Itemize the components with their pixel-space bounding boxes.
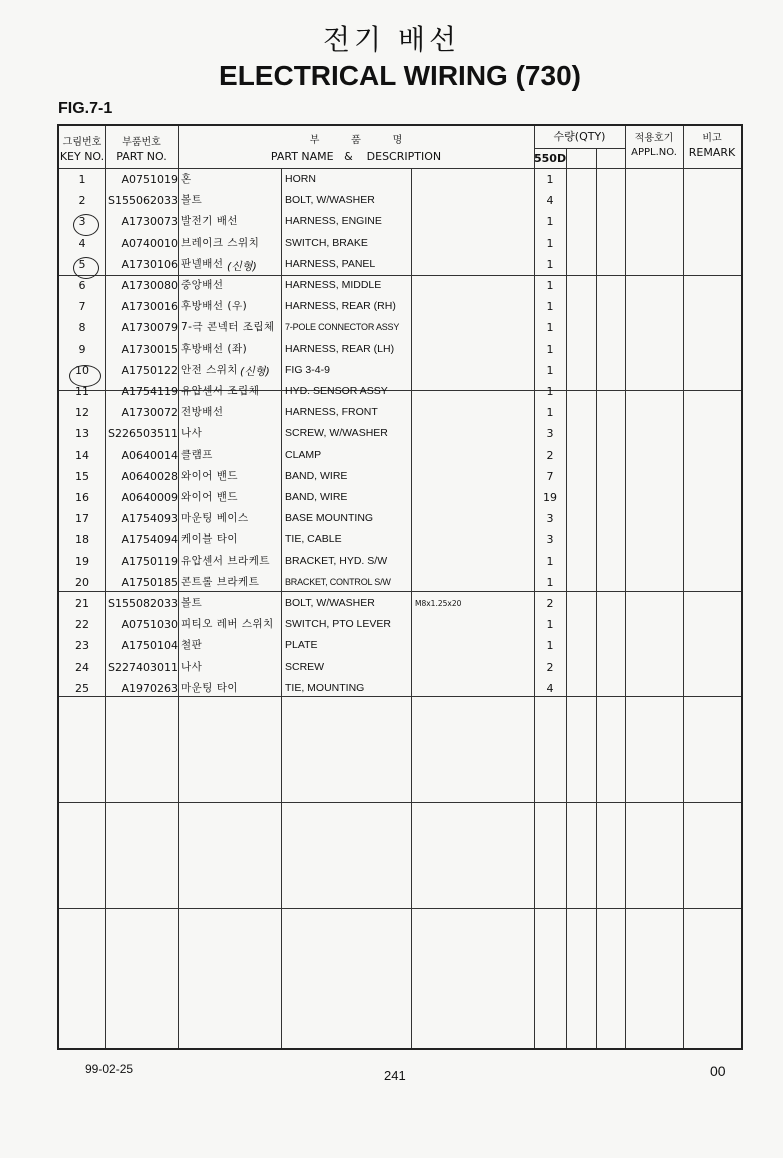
key-no-cell: 11 <box>75 385 89 398</box>
key-no-cell: 23 <box>75 639 89 653</box>
qty-header: 수량(QTY) <box>553 130 606 143</box>
korean-name-cell: 전방배선 <box>181 406 224 419</box>
english-name-cell: BOLT, W/WASHER <box>285 597 375 609</box>
korean-name-cell: 콘트롤 브라케트 <box>181 575 260 588</box>
table-row <box>59 487 741 508</box>
key-no-cell: 8 <box>78 321 86 335</box>
korean-name-cell: 유압센서 브라케트 <box>181 554 270 567</box>
key-no-cell: 21 <box>75 597 89 610</box>
table-row <box>59 593 741 614</box>
qty-cell: 1 <box>546 618 554 632</box>
key-5-circle <box>73 257 99 279</box>
key-no-cell: 10 <box>75 363 89 377</box>
english-name-cell: TIE, CABLE <box>285 533 342 546</box>
qty-cell: 2 <box>546 597 554 610</box>
english-name-cell: SWITCH, PTO LEVER <box>285 618 391 631</box>
english-name-cell: SCREW, W/WASHER <box>285 427 388 440</box>
korean-name-cell: 클램프 <box>181 448 213 461</box>
part-no-cell: A0740010 <box>121 236 178 250</box>
model-550d-header: 550D <box>534 152 567 165</box>
part-no-cell: S155062033 <box>108 194 178 208</box>
korean-name-cell: 7-극 콘넥터 조립체 <box>181 321 275 334</box>
english-name-cell: 7-POLE CONNECTOR ASSY <box>285 322 400 333</box>
part-no-cell: A1730106 <box>121 257 178 271</box>
part-no-cell: A0640009 <box>121 491 178 504</box>
table-row <box>59 572 741 593</box>
part-no-cell: A1730016 <box>121 300 178 314</box>
title-english: ELECTRICAL WIRING (730) <box>219 60 581 91</box>
korean-name-cell: 나사 <box>181 427 203 440</box>
part-no-cell: S227403011 <box>108 660 178 674</box>
korean-name-cell: 피티오 레버 스위치 <box>181 618 274 631</box>
table-row <box>59 445 741 466</box>
table-row <box>59 275 741 296</box>
part-no-cell: A1970263 <box>121 681 178 695</box>
qty-cell: 1 <box>546 321 554 335</box>
key-no-cell: 20 <box>75 575 89 589</box>
qty-cell: 1 <box>546 639 554 653</box>
english-name-cell: HARNESS, FRONT <box>285 406 378 419</box>
qty-cell: 3 <box>546 533 554 547</box>
table-row <box>59 360 741 381</box>
korean-name-cell: 나사 <box>181 660 203 673</box>
table-row <box>59 529 741 550</box>
english-name-cell: SCREW <box>285 660 325 673</box>
qty-cell: 4 <box>546 194 554 208</box>
key-no-cell: 17 <box>75 512 89 526</box>
qty-cell: 4 <box>546 681 554 695</box>
part-no-cell: A0751019 <box>121 173 178 186</box>
table-row <box>59 296 741 317</box>
table-row <box>59 169 741 190</box>
english-name-cell: BRACKET, HYD. S/W <box>285 554 388 567</box>
table-row <box>59 381 741 402</box>
korean-name-cell: 볼트 <box>181 597 203 609</box>
parts-table <box>57 124 743 1050</box>
korean-name-cell: 케이블 타이 <box>181 533 239 546</box>
key-no-cell: 6 <box>78 279 86 292</box>
korean-name-cell: 후방배선 (좌) <box>181 342 248 355</box>
key-no-cell: 19 <box>75 554 89 568</box>
english-name-cell: FIG 3-4-9 <box>285 363 330 376</box>
key-no-cell: 18 <box>75 533 89 547</box>
korean-name-cell: 와이어 밴드 <box>181 491 239 503</box>
english-name-cell: HYD. SENSOR ASSY <box>285 385 388 397</box>
part-no-cell: A1750185 <box>121 575 178 589</box>
qty-cell: 2 <box>546 660 554 674</box>
korean-name-cell: 마운팅 베이스 <box>181 512 249 525</box>
key-no-cell: 2 <box>78 194 86 208</box>
part-no-cell: A0640014 <box>121 448 178 462</box>
key-no-cell: 24 <box>75 660 89 674</box>
qty-cell: 1 <box>546 236 554 250</box>
qty-cell: 1 <box>546 363 554 377</box>
qty-cell: 19 <box>543 491 557 504</box>
table-row <box>59 423 741 444</box>
english-name-cell: HARNESS, PANEL <box>285 257 376 270</box>
table-row <box>59 233 741 254</box>
part-name-header: 부 품 명 PART NAME & DESCRIPTION <box>270 135 442 163</box>
title-korean: 전기 배선 <box>322 23 461 56</box>
korean-name-cell: 혼 <box>181 173 192 185</box>
korean-name-cell: 유압센서 조립체 <box>181 385 260 397</box>
korean-name-cell: 마운팅 타이 <box>181 681 239 694</box>
qty-cell: 1 <box>546 385 554 398</box>
part-no-cell: A1754119 <box>121 385 178 398</box>
safety-handwritten-note: (신형) <box>240 365 270 378</box>
footer-date: 99-02-25 <box>85 1062 134 1076</box>
revision-number: 00 <box>710 1063 726 1079</box>
appl-no-header: 적용호기 APPL.NO. <box>631 133 677 158</box>
qty-cell: 1 <box>546 406 554 420</box>
remark-header: 비고 REMARK <box>688 133 736 159</box>
korean-name-cell: 안전 스위치 <box>181 363 239 376</box>
table-row <box>59 211 741 232</box>
part-no-cell: A1730072 <box>121 406 178 420</box>
key-no-cell: 14 <box>75 448 89 462</box>
qty-cell: 1 <box>546 279 554 292</box>
table-row <box>59 635 741 656</box>
english-name-cell: HARNESS, REAR (RH) <box>285 300 396 313</box>
english-name-cell: HORN <box>285 173 316 185</box>
qty-cell: 1 <box>546 215 554 229</box>
part-no-cell: A1754093 <box>121 512 178 526</box>
key-no-cell: 15 <box>75 469 89 483</box>
key-no-cell: 5 <box>78 257 86 271</box>
english-name-cell: HARNESS, REAR (LH) <box>285 342 395 355</box>
part-no-cell: A1730015 <box>121 342 178 356</box>
english-name-cell: SWITCH, BRAKE <box>285 236 368 249</box>
key-no-cell: 22 <box>75 618 89 632</box>
page-number: 241 <box>384 1068 406 1083</box>
panel-handwritten-note: (신형) <box>227 260 257 273</box>
english-name-cell: BAND, WIRE <box>285 469 348 482</box>
english-name-cell: CLAMP <box>285 448 322 461</box>
key-10-circle <box>69 365 101 387</box>
table-row <box>59 339 741 360</box>
part-no-cell: A0640028 <box>121 469 178 483</box>
part-no-cell: A1750104 <box>121 639 178 653</box>
key-no-cell: 4 <box>78 236 86 250</box>
figure-label: FIG.7-1 <box>58 100 113 117</box>
qty-cell: 3 <box>546 427 554 441</box>
part-no-cell: A0751030 <box>121 618 178 632</box>
key-no-cell: 1 <box>78 173 86 186</box>
table-row <box>59 402 741 423</box>
english-name-cell: TIE, MOUNTING <box>285 681 365 694</box>
english-name-cell: HARNESS, ENGINE <box>285 215 382 228</box>
qty-cell: 1 <box>546 342 554 356</box>
key-no-cell: 12 <box>75 406 89 420</box>
qty-cell: 7 <box>546 469 554 483</box>
table-row <box>59 614 741 635</box>
part-no-cell: A1750119 <box>121 554 178 568</box>
table-row <box>59 678 741 699</box>
key-no-cell: 9 <box>78 342 86 356</box>
spec-cell: M8x1.25x20 <box>415 599 462 608</box>
key-3-circle <box>73 214 99 236</box>
key-no-cell: 25 <box>75 681 89 695</box>
english-name-cell: BAND, WIRE <box>285 491 348 503</box>
korean-name-cell: 발전기 배선 <box>181 215 239 228</box>
qty-cell: 1 <box>546 173 554 186</box>
key-no-header: 그림번호 KEY NO. <box>59 137 105 163</box>
table-row <box>59 190 741 211</box>
korean-name-cell: 중앙배선 <box>181 279 224 291</box>
english-name-cell: HARNESS, MIDDLE <box>285 279 382 291</box>
part-no-cell: A1750122 <box>121 363 178 377</box>
part-no-cell: A1730079 <box>121 321 178 335</box>
qty-cell: 1 <box>546 257 554 271</box>
part-no-cell: A1730073 <box>121 215 178 229</box>
table-row <box>59 317 741 338</box>
qty-cell: 3 <box>546 512 554 526</box>
english-name-cell: PLATE <box>285 639 318 652</box>
table-row <box>59 466 741 487</box>
key-no-cell: 7 <box>78 300 86 314</box>
part-no-cell: A1730080 <box>121 279 178 292</box>
english-name-cell: BRACKET, CONTROL S/W <box>285 576 391 587</box>
korean-name-cell: 철판 <box>181 639 203 652</box>
english-name-cell: BOLT, W/WASHER <box>285 194 375 207</box>
korean-name-cell: 브레이크 스위치 <box>181 236 260 249</box>
table-row <box>59 657 741 678</box>
key-no-cell: 3 <box>78 215 86 229</box>
english-name-cell: BASE MOUNTING <box>285 512 374 525</box>
part-no-cell: S226503511 <box>108 427 178 441</box>
qty-cell: 2 <box>546 448 554 462</box>
table-row <box>59 551 741 572</box>
part-no-cell: S155082033 <box>108 597 178 610</box>
part-no-header: 부품번호 PART NO. <box>116 137 167 163</box>
qty-cell: 1 <box>546 554 554 568</box>
key-no-cell: 13 <box>75 427 89 441</box>
korean-name-cell: 후방배선 (우) <box>181 300 248 313</box>
key-no-cell: 16 <box>75 491 89 504</box>
qty-cell: 1 <box>546 575 554 589</box>
qty-cell: 1 <box>546 300 554 314</box>
table-row <box>59 254 741 275</box>
korean-name-cell: 판넬배선 <box>181 257 224 270</box>
korean-name-cell: 볼트 <box>181 194 203 207</box>
korean-name-cell: 와이어 밴드 <box>181 469 239 482</box>
part-no-cell: A1754094 <box>121 533 178 547</box>
table-row <box>59 508 741 529</box>
